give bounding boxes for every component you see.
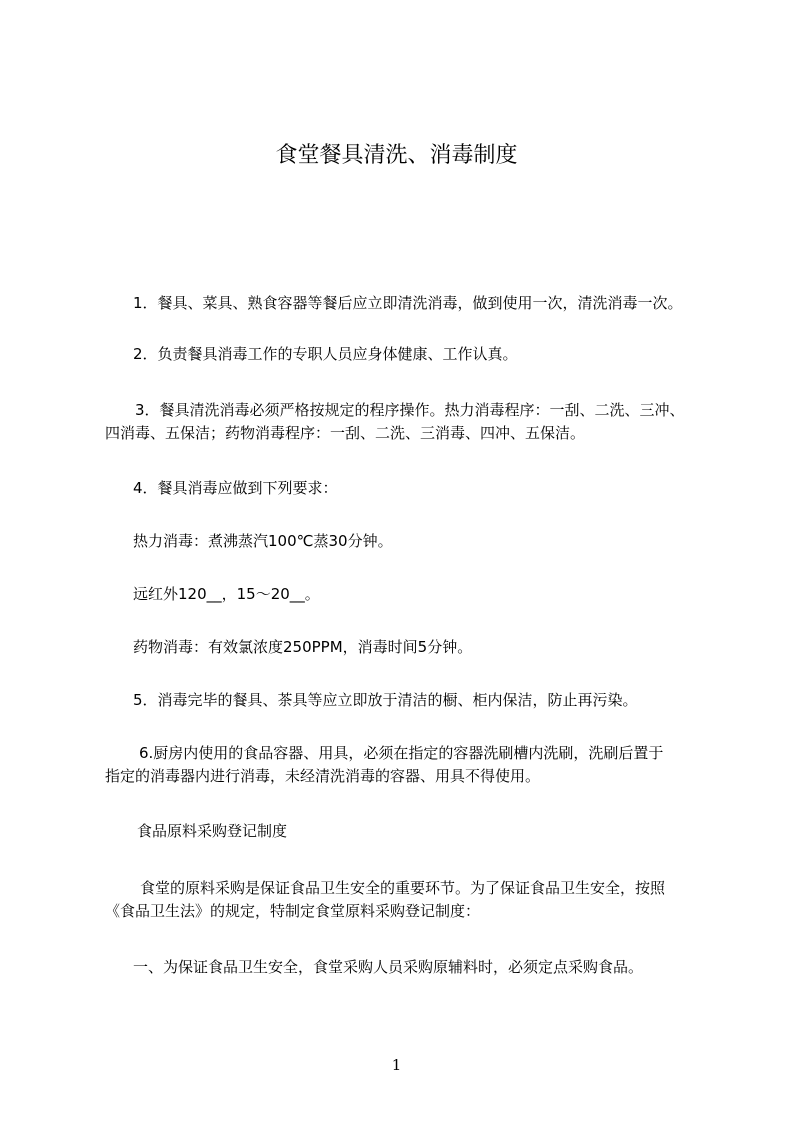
paragraph-line: 一、为保证食品卫生安全，食堂采购人员采购原辅料时，必须定点采购食品。 — [133, 958, 644, 976]
page-number: 1 — [391, 1056, 402, 1074]
paragraph-line: 4．餐具消毒应做到下列要求： — [133, 479, 338, 497]
paragraph-infrared — [133, 583, 743, 606]
paragraph-line: 食堂的原料采购是保证食品卫生安全的重要环节。为了保证食品卫生安全，按照 — [140, 879, 666, 897]
paragraph-line: 指定的消毒器内进行消毒，未经清洗消毒的容器、用具不得使用。 — [105, 767, 541, 785]
paragraph-6 — [105, 742, 715, 788]
paragraph-line: 热力消毒：煮沸蒸汽100℃蒸30分钟。 — [133, 532, 393, 550]
paragraph-line: 《食品卫生法》的规定，特制定食堂原料采购登记制度： — [105, 902, 481, 920]
paragraph-line: 远红外120__，15～20__。 — [133, 585, 320, 603]
paragraph-chemical — [133, 636, 743, 659]
paragraph-1 — [133, 292, 743, 315]
paragraph-line: 1．餐具、菜具、熟食容器等餐后应立即清洗消毒，做到使用一次，清洗消毒一次。 — [133, 294, 683, 312]
paragraph-line: 6.厨房内使用的食品容器、用具，必须在指定的容器洗刷槽内洗刷，洗刷后置于 — [139, 744, 664, 762]
paragraph-thermal — [133, 530, 743, 553]
section-heading-procurement — [137, 820, 747, 843]
page-title: 食堂餐具清洗、消毒制度 — [275, 143, 518, 168]
paragraph-procurement-intro — [105, 877, 715, 923]
paragraph-line: 5．消毒完毕的餐具、茶具等应立即放于清洁的橱、柜内保洁，防止再污染。 — [133, 691, 638, 709]
paragraph-3 — [105, 399, 715, 445]
paragraph-line: 药物消毒：有效氯浓度250PPM，消毒时间5分钟。 — [133, 638, 473, 656]
paragraph-5 — [133, 689, 743, 712]
paragraph-2 — [133, 343, 743, 366]
paragraph-4 — [133, 477, 743, 500]
paragraph-line: 四消毒、五保洁；药物消毒程序：一刮、二洗、三消毒、四冲、五保洁。 — [105, 424, 586, 442]
paragraph-line: 2．负责餐具消毒工作的专职人员应身体健康、工作认真。 — [133, 345, 518, 363]
paragraph-line: 食品原料采购登记制度 — [137, 822, 288, 840]
paragraph-line: 3．餐具清洗消毒必须严格按规定的程序操作。热力消毒程序：一刮、二洗、三冲、 — [135, 401, 685, 419]
paragraph-procurement-1 — [133, 956, 743, 979]
